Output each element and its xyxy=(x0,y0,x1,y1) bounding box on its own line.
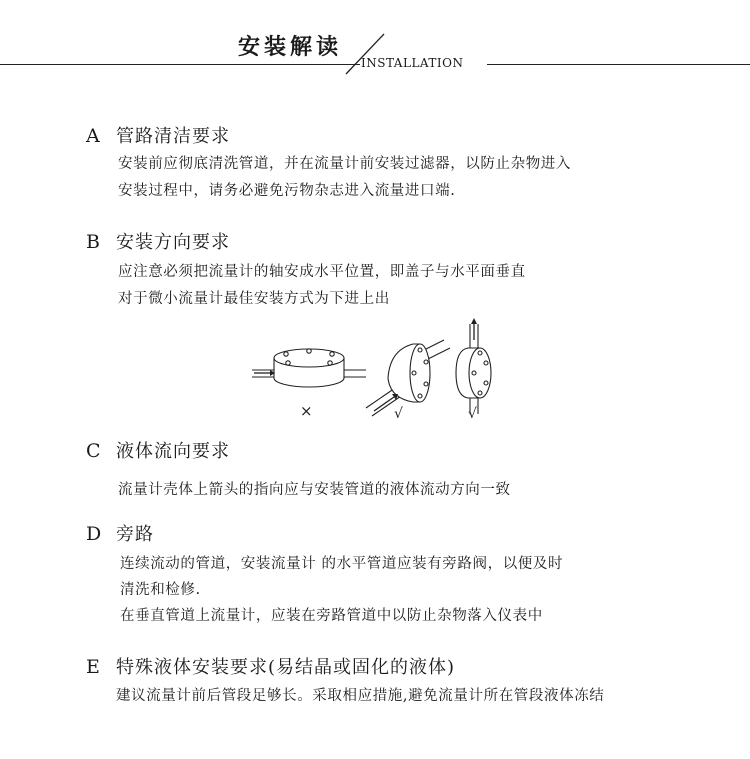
mark-correct: √ xyxy=(468,406,477,422)
flowmeter-tilted-figure xyxy=(366,340,450,416)
flowmeter-horizontal-figure xyxy=(252,349,366,387)
section-title: 旁路 xyxy=(116,524,154,545)
page-title: 安装解读 xyxy=(238,34,343,60)
mark-wrong: × xyxy=(300,402,313,420)
section-text-line: 在垂直管道上流量计，应装在旁路管道中以防止杂物落入仪表中 xyxy=(120,608,543,624)
section-letter: E xyxy=(86,656,100,678)
section-letter: B xyxy=(86,231,100,253)
section-text-line: 应注意必须把流量计的轴安成水平位置，即盖子与水平面垂直 xyxy=(118,264,526,280)
mark-correct: √ xyxy=(394,406,403,422)
section-text-line: 安装过程中，请务必避免污物杂志进入流量进口端. xyxy=(118,183,456,199)
section-letter: A xyxy=(86,125,100,147)
page-subtitle: INSTALLATION xyxy=(361,56,464,70)
section-text-line: 建议流量计前后管段足够长。采取相应措施,避免流量计所在管段液体冻结 xyxy=(116,688,605,704)
section-title: 管路清洁要求 xyxy=(116,126,230,147)
section-b xyxy=(86,228,736,313)
section-title: 安装方向要求 xyxy=(116,232,230,253)
section-text-line: 安装前应彻底清洗管道，并在流量计前安装过滤器，以防止杂物进入 xyxy=(118,156,571,172)
section-letter: C xyxy=(86,440,101,462)
section-d xyxy=(86,520,736,629)
section-text-line: 流量计壳体上箭头的指向应与安装管道的液体流动方向一致 xyxy=(118,482,511,498)
section-text-line: 连续流动的管道，安装流量计 的水平管道应装有旁路阀，以便及时 xyxy=(120,556,564,572)
header-rule-right xyxy=(487,64,750,65)
section-title: 液体流向要求 xyxy=(116,441,230,462)
section-e xyxy=(86,653,736,710)
section-letter: D xyxy=(86,523,102,545)
section-c xyxy=(86,437,736,504)
header-rule-left xyxy=(0,64,360,65)
installation-orientation-diagram xyxy=(248,318,508,424)
flowmeter-vertical-figure xyxy=(456,318,491,414)
section-text-line: 清洗和检修. xyxy=(120,582,201,598)
section-a xyxy=(86,122,736,205)
section-title: 特殊液体安装要求(易结晶或固化的液体) xyxy=(116,657,456,678)
section-text-line: 对于微小流量计最佳安装方式为下进上出 xyxy=(118,291,390,307)
